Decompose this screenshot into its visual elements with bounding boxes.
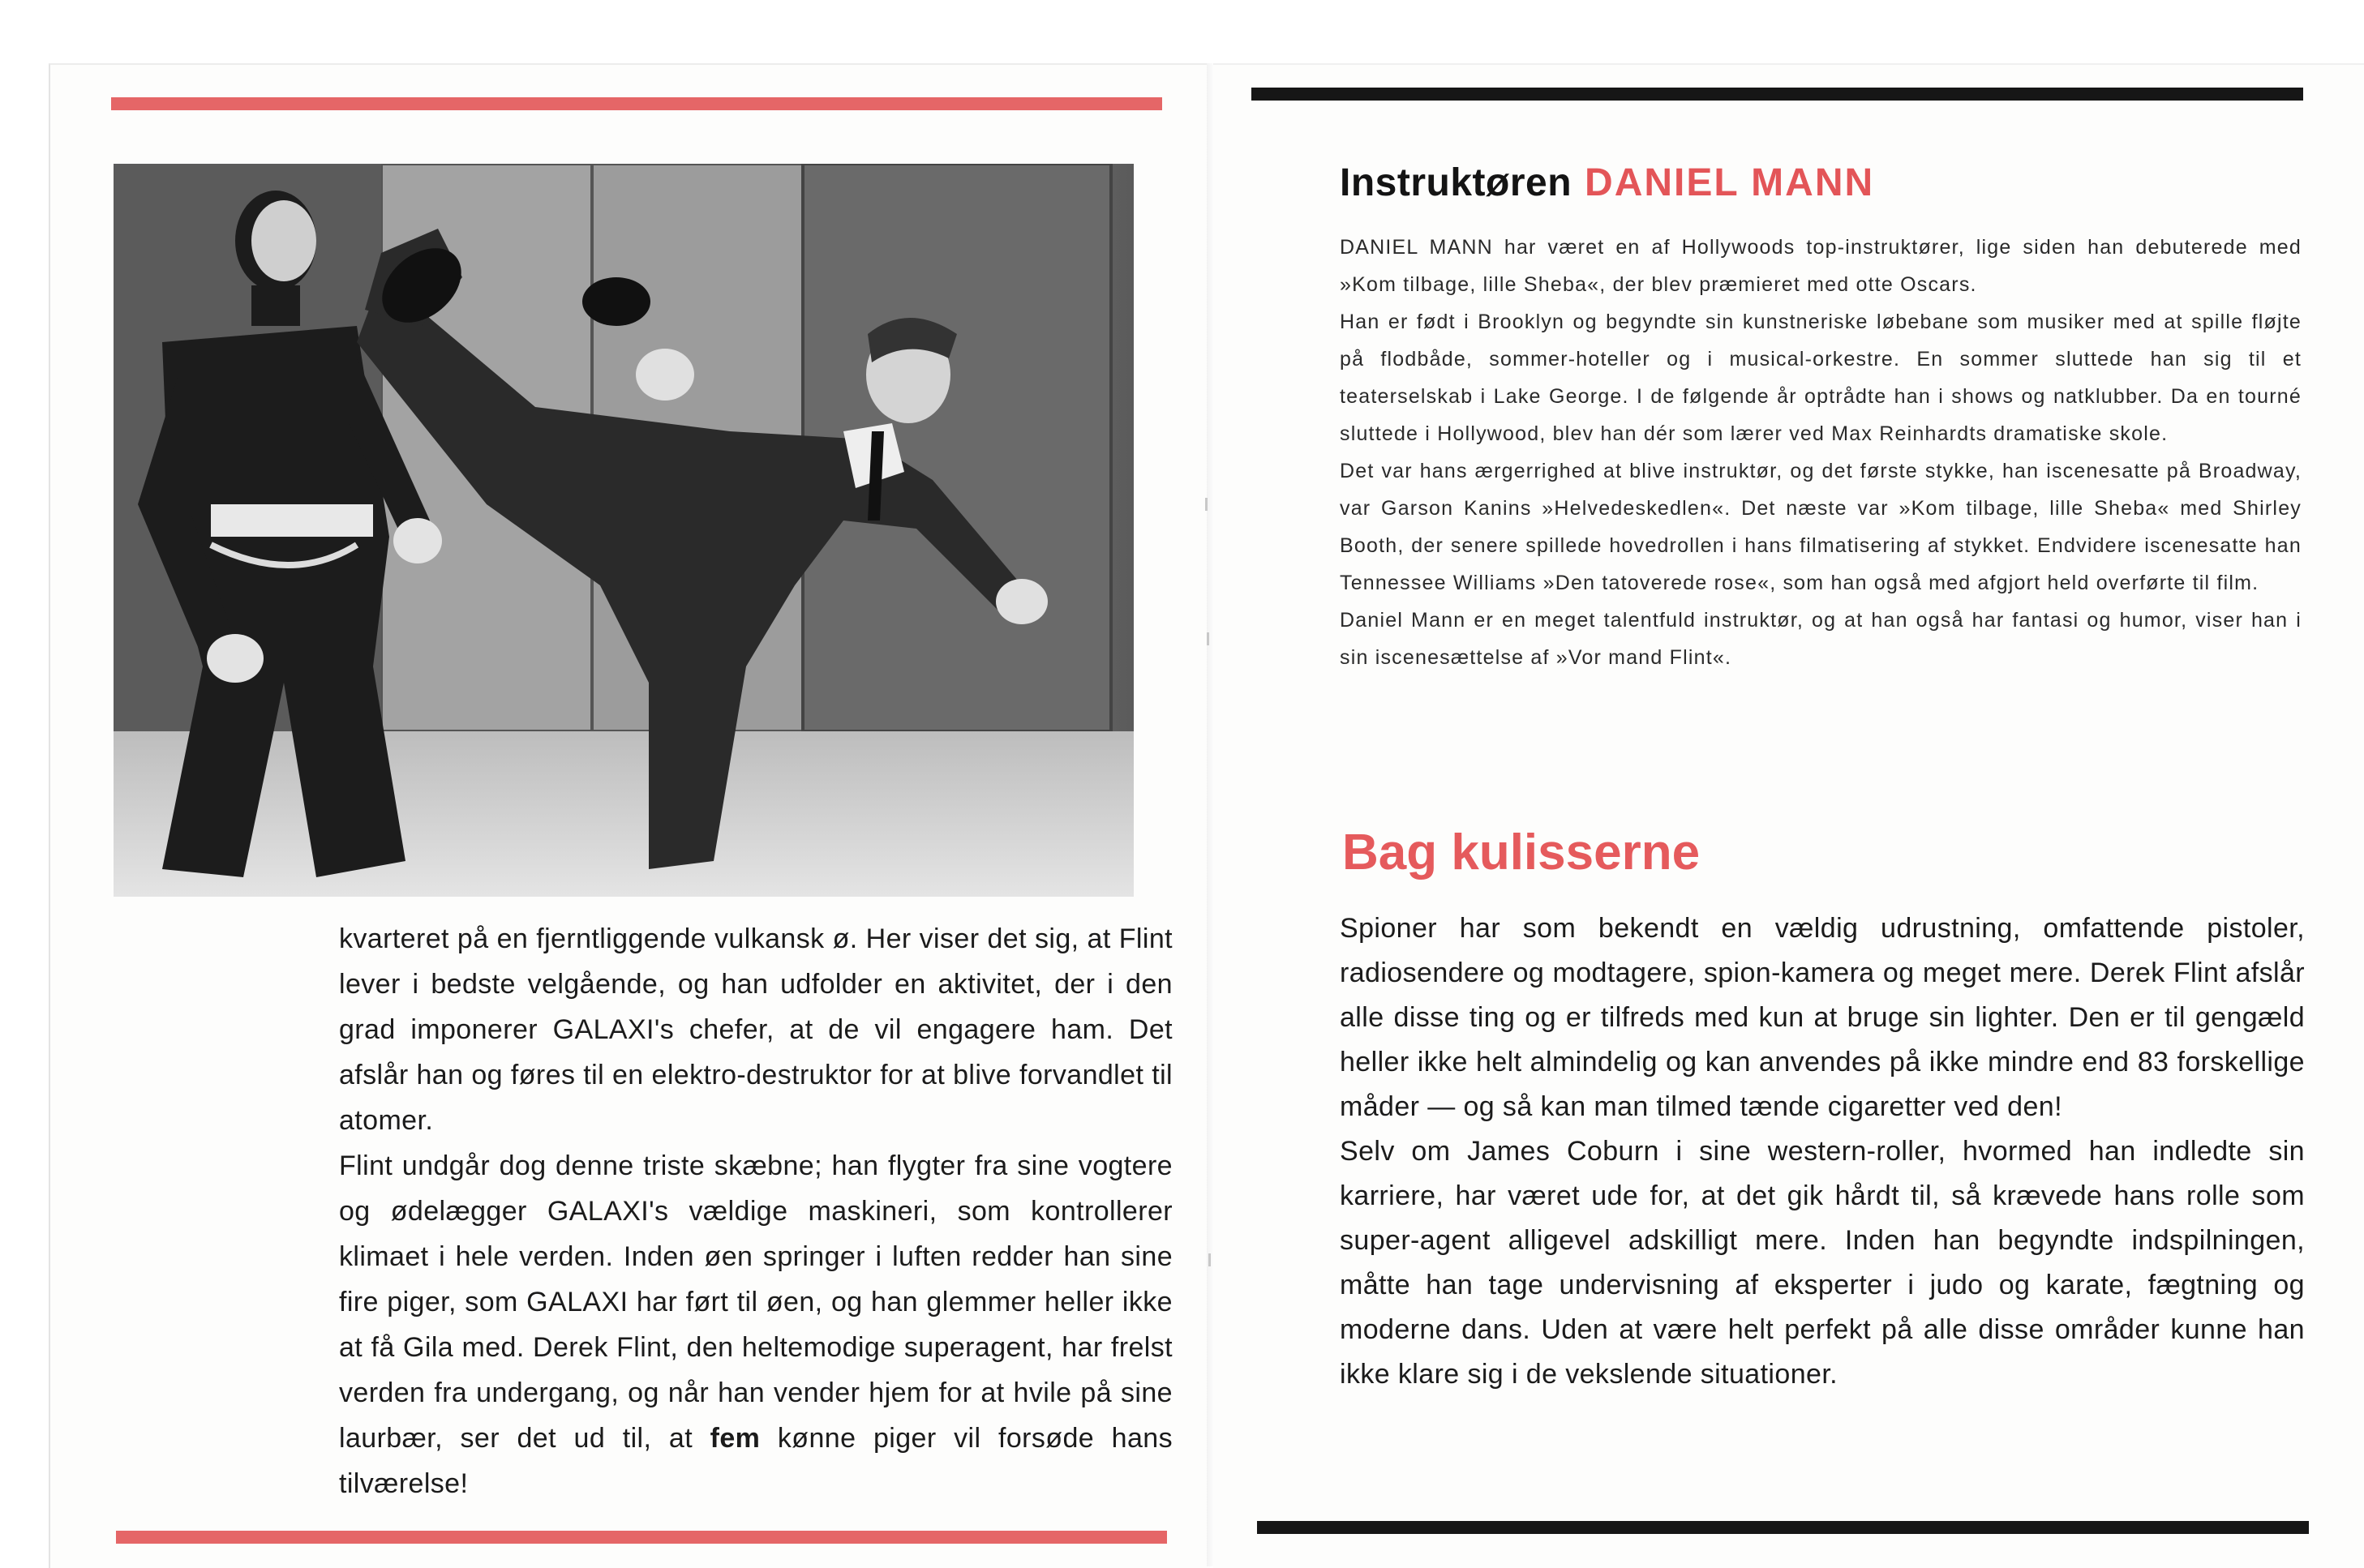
bio-paragraph-3: Det var hans ærgerrighed at blive instruktør, og det første stykke, han iscenesatte på Broadway, var Garson Kanins »Helvedeskedlen«. Det næste var »Kom tilbage, lille Sheba« med Shirley Booth, der senere spillede hovedrollen i hans filmatisering af stykket. Endvidere iscenesatte han Tennessee Williams »Den tatoverede rose«, som han også med afgjort held overførte til film. <box>1340 460 2302 594</box>
left-body-text <box>339 916 1173 1506</box>
photo-karate-kick <box>114 164 1134 897</box>
bio-paragraph-4: Daniel Mann er en meget talentfuld instruktør, og at han også har fantasi og humor, viser han i sin iscenesættelse af »Vor mand Flint«. <box>1340 609 2302 669</box>
left-paragraph: kvarteret på en fjerntliggende vulkansk ø. Her viser det sig, at Flint lever i bedste velgående, og han udfolder en aktivitet, der i den grad imponerer GALAXI's chefer, at de vil engagere ham. Det afslår han og føres til en elektro-destruktor for at blive forvandlet til atomer. <box>339 923 1173 1136</box>
bag-paragraph-1: Spioner har som bekendt en vældig udrustning, omfattende pistoler, radiosendere og modtagere, spion-kamera og meget mere. Derek Flint afslår alle disse ting og er tilfreds med kun at bruge sin lighter. Den er til gengæld heller ikke helt almindelig og kan anvendes på ikke mindre end 83 forskellige måder — og så kan man tilmed tænde cigaretter ved den! <box>1340 913 2305 1122</box>
photo-karate-kick-icon <box>114 164 1134 897</box>
director-heading-prefix: Instruktøren <box>1340 161 1572 204</box>
behind-the-scenes-text <box>1340 906 2305 1397</box>
left-paragraph-2 <box>339 1143 1173 1506</box>
print-speck <box>1205 498 1208 511</box>
left-paragraph-2-start: Flint undgår dog denne triste skæbne; han flygter fra sine vogtere og ødelægger GALAXI's vældige maskineri, som kontrollerer klimaet i hele verden. Inden øen springer i luften redder han sine fire piger, som GALAXI har ført til øen, og han glemmer heller ikke at få Gila med. Derek Flint, den heltemodige superagent, har frelst verden fra undergang, og når han vender hjem for at hvile på sine laurbær, ser det ud til, at <box>339 1150 1173 1454</box>
bio-paragraph-1: DANIEL MANN har været en af Hollywoods top-instruktører, lige siden han debuterede med »Kom tilbage, lille Sheba«, der blev præmieret med otte Oscars. <box>1340 236 2302 296</box>
print-speck <box>1208 1253 1211 1266</box>
bottom-red-rule <box>116 1531 1167 1544</box>
director-heading <box>1340 161 1874 205</box>
director-heading-name: DANIEL MANN <box>1585 161 1875 204</box>
top-red-rule <box>111 97 1162 110</box>
bottom-black-rule <box>1257 1521 2309 1534</box>
behind-the-scenes-heading: Bag kulisserne <box>1342 825 1701 880</box>
bio-paragraph-2: Han er født i Brooklyn og begyndte sin kunstneriske løbebane som musiker med at spille fløjte på flodbåde, sommer-hoteller og i musical-orkestre. En sommer sluttede han sig til et teaterselskab i Lake George. I de følgende år optrådte han i shows og natklubber. Da en tourné sluttede i Hollywood, blev han dér som lærer ved Max Reinhardts dramatiske skole. <box>1340 311 2302 445</box>
bag-paragraph-2: Selv om James Coburn i sine western-roller, hvormed han indledte sin karriere, har været ude for, at det gik hårdt til, så krævede hans rolle som super-agent alligevel adskilligt mere. Inden han begyndte indspilningen, måtte han tage undervisning af eksperter i judo og karate, fægtning og moderne dans. Uden at være helt perfekt på alle disse områder kunne han ikke klare sig i de vekslende situationer. <box>1340 1136 2305 1390</box>
director-bio <box>1340 229 2302 676</box>
top-black-rule <box>1251 88 2303 101</box>
bold-word-fem: fem <box>710 1423 761 1454</box>
print-speck <box>1207 632 1209 645</box>
left-paragraph-2-end: kønne piger vil forsøde hans tilværelse! <box>339 1423 1173 1499</box>
